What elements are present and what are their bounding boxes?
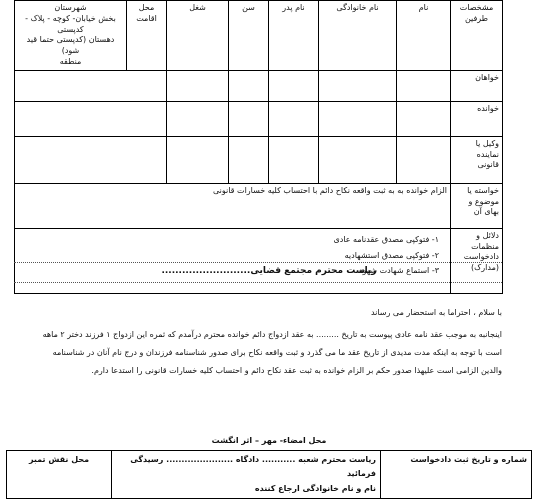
registration-table [6, 450, 532, 499]
registration-number-date[interactable]: شماره و تاریخ ثبت دادخواست [381, 451, 532, 499]
col-mahal-eghamat: محل اقامت [127, 1, 167, 71]
address-guide [15, 1, 127, 71]
khahan-eghamat[interactable] [15, 70, 167, 101]
khande-nam[interactable] [397, 101, 451, 136]
label-dalayel: دلائل و منظمات دادخواست (مدارک) [451, 228, 503, 293]
evidence-item: ۲- فتوکپی مصدق استشهادیه [344, 250, 439, 260]
stamp-place: محل نقش تمبر [7, 451, 112, 499]
vakil-khanevadegi[interactable] [319, 136, 397, 183]
divider-bottom [14, 282, 502, 283]
khande-khanevadegi[interactable] [319, 101, 397, 136]
address-line: دهستان (کدپستی حتما قید شود) [26, 35, 115, 56]
address-line: شهرستان [54, 3, 87, 12]
header-row [15, 1, 503, 71]
col-pedar: نام پدر [269, 1, 319, 71]
registration-row [7, 451, 532, 499]
col-sen: سن [229, 1, 269, 71]
khaste-text: الزام خوانده به به ثبت واقعه نکاح دائم با احتساب کلیه خسارات قانونی [15, 183, 451, 228]
khande-pedar[interactable] [269, 101, 319, 136]
row-khahan [15, 70, 503, 101]
col-nam: نام [397, 1, 451, 71]
khande-sen[interactable] [229, 101, 269, 136]
khahan-pedar[interactable] [269, 70, 319, 101]
label-khahan: خواهان [451, 70, 503, 101]
row-khande [15, 101, 503, 136]
vakil-sen[interactable] [229, 136, 269, 183]
khahan-sen[interactable] [229, 70, 269, 101]
khande-shoghl[interactable] [167, 101, 229, 136]
label-khande: خوانده [451, 101, 503, 136]
khahan-nam[interactable] [397, 70, 451, 101]
referral-cell[interactable] [112, 451, 381, 499]
parties-table [14, 0, 503, 294]
khahan-shoghl[interactable] [167, 70, 229, 101]
row-khaste [15, 183, 503, 228]
divider-top [14, 262, 502, 263]
letter-salutation: با سلام ، احتراما به استحضار می رساند [370, 308, 502, 317]
referrer-name: نام و نام خانوادگی ارجاع کننده [254, 483, 376, 493]
label-vakil: وکیل یا نماینده قانونی [451, 136, 503, 183]
evidence-item: ۳- استماع شهادت شهود [359, 266, 439, 276]
evidence-item: ۱- فتوکپی مصدق عقدنامه عادی [333, 234, 439, 244]
row-dalayel [15, 228, 503, 293]
vakil-shoghl[interactable] [167, 136, 229, 183]
vakil-eghamat[interactable] [15, 136, 167, 183]
referral-instruction: ریاست محترم شعبه ........... دادگاه ...................... رسیدگی فرمائید [130, 455, 376, 479]
col-moshakhasat: مشخصات طرفین [451, 1, 503, 71]
letter-body: اینجانبه به موجب عقد نامه عادی پیوست به تاریخ ......... به عقد ازدواج دائم خوانده محترم درآمدم که ثمره این ازدواج ۱ فرزند دختر ۲ ماهه است با توجه به اینکه مدت مدیدی از تاریخ عقد ما می گذرد و ثبت واقعه نکاح برای صدور شناسنامه فرزندان و درج نام آنان در شناسنامه والدین الزامی است علیهذا صدور حکم بر الزام خوانده به ثبت عقد نکاح دائم و احتساب کلیه خسارات قانونی را استدعا دارم. [42, 330, 502, 375]
evidence-cell [15, 228, 451, 293]
col-shoghl: شغل [167, 1, 229, 71]
row-vakil [15, 136, 503, 183]
address-line: منطقه [59, 56, 82, 66]
khahan-khanevadegi[interactable] [319, 70, 397, 101]
address-line: بخش خیابان- کوچه - پلاک - کدپستی [25, 13, 116, 34]
khande-eghamat[interactable] [15, 101, 167, 136]
signature-place: محل امضاء- مهر – اثر انگشت [211, 436, 327, 445]
vakil-pedar[interactable] [269, 136, 319, 183]
label-khaste: خواسته یا موضوع و بهای آن [451, 183, 503, 228]
col-khanevadegi: نام خانوادگی [319, 1, 397, 71]
letter-heading: ریاست محترم مجتمع قضایی.......................... [161, 266, 377, 276]
vakil-nam[interactable] [397, 136, 451, 183]
